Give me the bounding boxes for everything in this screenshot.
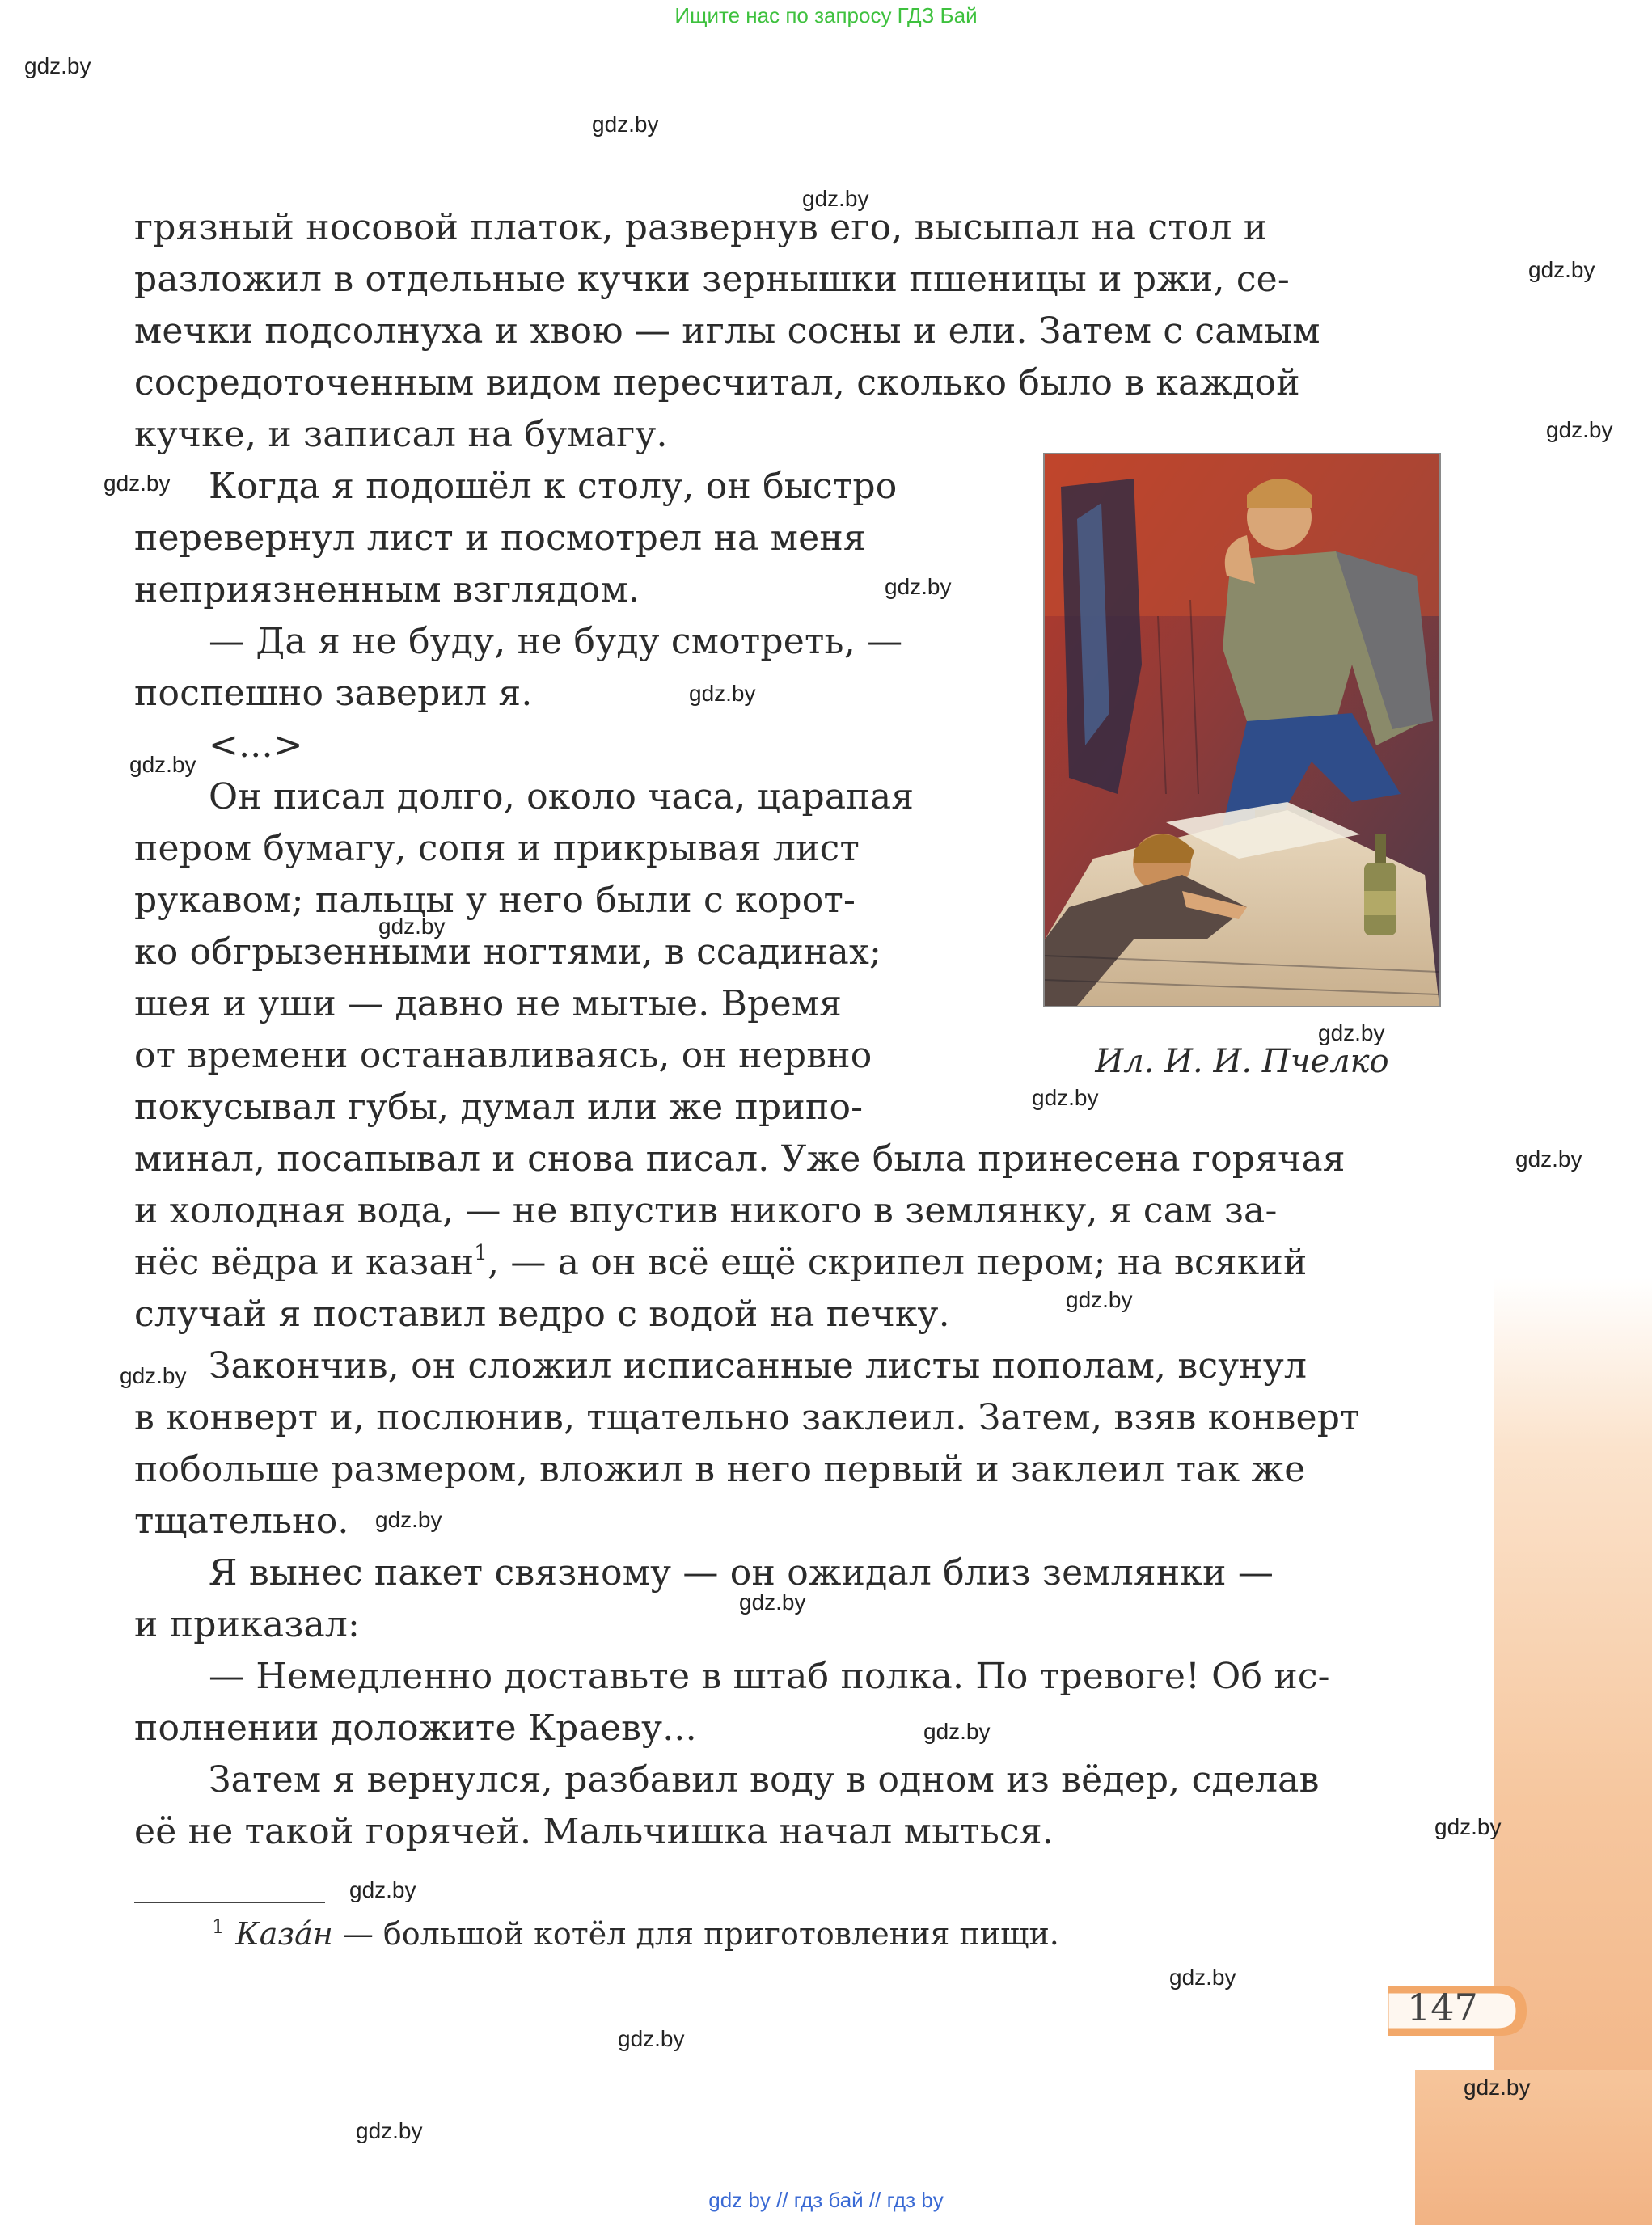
footnote-divider [134, 1902, 325, 1903]
watermark: gdz.by [378, 914, 446, 939]
illustration-drawing [1045, 454, 1439, 1006]
text-fragment: нёс вёдра и казан [134, 1242, 475, 1283]
text-line: кучке, и записал на бумагу. [134, 414, 668, 455]
text-line: и приказал: [134, 1604, 361, 1645]
text-line: мечки подсолнуха и хвою — иглы сосны и ели. Затем с самым [134, 310, 1320, 352]
watermark: gdz.by [618, 2026, 685, 2051]
text-line: грязный носовой платок, развернув его, высыпал на стол и [134, 207, 1268, 248]
text-line: <...> [209, 724, 303, 766]
watermark: gdz.by [104, 471, 171, 496]
watermark: gdz.by [375, 1507, 442, 1532]
watermark: gdz.by [802, 186, 869, 211]
text-line: рукавом; пальцы у него были с корот- [134, 880, 856, 921]
top-banner[interactable]: Ищите нас по запросу ГДЗ Бай [674, 3, 978, 27]
text-line-with-footnote [134, 1237, 1308, 1294]
watermark: gdz.by [1434, 1814, 1502, 1839]
illustration-caption: Ил. И. И. Пчелко [1095, 1043, 1389, 1080]
watermark: gdz.by [356, 2118, 423, 2143]
watermark: gdz.by [1546, 417, 1613, 442]
text-line: и холодная вода, — не впустив никого в землянку, я сам за- [134, 1190, 1278, 1231]
text-line: побольше размером, вложил в него первый и заклеил так же [134, 1449, 1306, 1490]
watermark: gdz.by [1515, 1146, 1582, 1172]
text-line: неприязненным взглядом. [134, 569, 640, 610]
footnote-number: 1 [212, 1915, 225, 1938]
text-line: поспешно заверил я. [134, 673, 533, 714]
text-line: ко обгрызенными ногтями, в ссадинах; [134, 931, 882, 973]
text-line: от времени останавливаясь, он нервно [134, 1035, 872, 1076]
footnote-marker[interactable]: 1 [474, 1241, 488, 1265]
text-line: разложил в отдельные кучки зернышки пшеницы и ржи, се- [134, 259, 1290, 300]
text-line: — Немедленно доставьте в штаб полка. По тревоге! Об ис- [209, 1656, 1330, 1697]
watermark: gdz.by [1169, 1965, 1236, 1990]
watermark: gdz.by [923, 1719, 991, 1744]
text-line: её не такой горячей. Мальчишка начал мыться. [134, 1811, 1054, 1852]
text-line: перевернул лист и посмотрел на меня [134, 517, 866, 559]
watermark: gdz.by [129, 752, 196, 777]
text-line: тщательно. [134, 1501, 349, 1542]
watermark: gdz.by [1464, 2075, 1531, 2100]
text-line: Когда я подошёл к столу, он быстро [209, 466, 898, 507]
text-line: в конверт и, послюнив, тщательно заклеил. Затем, взяв конверт [134, 1397, 1360, 1438]
footnote-term: Каза́н [235, 1916, 333, 1952]
watermark: gdz.by [24, 53, 91, 78]
bottom-banner[interactable]: gdz by // гдз бай // гдз by [708, 2188, 944, 2212]
watermark: gdz.by [1318, 1020, 1385, 1045]
watermark: gdz.by [120, 1363, 187, 1388]
watermark: gdz.by [1528, 257, 1595, 282]
text-line: сосредоточенным видом пересчитал, сколько было в каждой [134, 362, 1300, 403]
text-line: — Да я не буду, не буду смотреть, — [209, 621, 903, 662]
text-line: Затем я вернулся, разбавил воду в одном из вёдер, сделав [209, 1759, 1320, 1801]
text-line: Он писал долго, около часа, царапая [209, 776, 915, 817]
footnote-definition: — большой котёл для приготовления пищи. [332, 1916, 1059, 1952]
text-fragment: , — а он всё ещё скрипел пером; на всякий [488, 1242, 1308, 1283]
text-line: случай я поставил ведро с водой на печку. [134, 1294, 950, 1335]
text-line: минал, посапывал и снова писал. Уже была принесена горячая [134, 1138, 1346, 1180]
watermark: gdz.by [885, 574, 952, 599]
text-line: Я вынес пакет связному — он ожидал близ землянки — [209, 1552, 1274, 1594]
footnote [212, 1916, 1059, 1952]
illustration [1043, 453, 1441, 1007]
watermark: gdz.by [1032, 1085, 1099, 1110]
watermark: gdz.by [739, 1590, 806, 1615]
text-line: полнении доложите Краеву... [134, 1708, 697, 1749]
watermark: gdz.by [592, 112, 659, 137]
watermark: gdz.by [349, 1877, 416, 1902]
text-line: пером бумагу, сопя и прикрывая лист [134, 828, 860, 869]
text-line: Закончив, он сложил исписанные листы пополам, всунул [209, 1345, 1308, 1387]
text-line: покусывал губы, думал или же припо- [134, 1087, 864, 1128]
text-line: шея и уши — давно не мытые. Время [134, 983, 843, 1024]
watermark: gdz.by [689, 681, 756, 706]
watermark: gdz.by [1066, 1287, 1133, 1312]
page-number: 147 [1407, 1986, 1478, 2029]
